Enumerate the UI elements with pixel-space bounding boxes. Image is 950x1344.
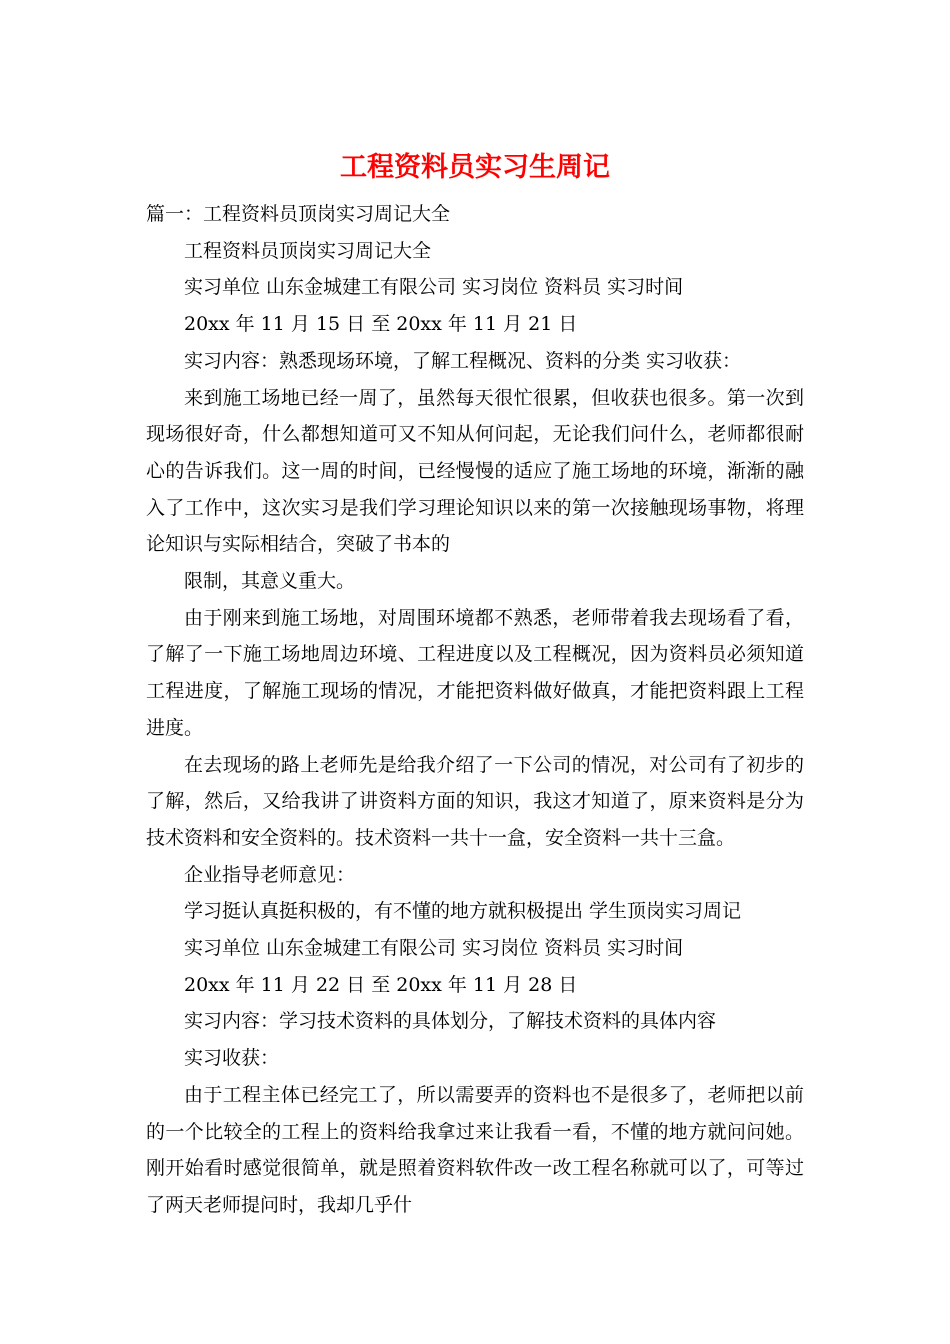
body-paragraph: 20xx 年 11 月 15 日 至 20xx 年 11 月 21 日 (184, 313, 578, 336)
document-body (146, 196, 804, 1224)
page-title: 工程资料员实习生周记 (340, 152, 610, 183)
body-paragraph: 实习单位 山东金城建工有限公司 实习岗位 资料员 实习时间 (184, 276, 684, 299)
body-paragraph: 实习内容：熟悉现场环境，了解工程概况、资料的分类 实习收获： (184, 349, 742, 372)
body-paragraph: 工程资料员顶岗实习周记大全 (184, 239, 432, 262)
body-paragraph: 实习单位 山东金城建工有限公司 实习岗位 资料员 实习时间 (184, 937, 684, 960)
section-heading: 篇一：工程资料员顶岗实习周记大全 (146, 203, 451, 225)
body-paragraph: 来到施工场地已经一周了，虽然每天很忙很累，但收获也很多。第一次到现场很好奇，什么都想知道可又不知从何问起，无论我们问什么，老师都很耐心的告诉我们。这一周的时间，已经慢慢的适应了施工场地的环境，渐渐的融入了工作中，这次实习是我们学习理论知识以来的第一次接触现场事物，将理论知识与实际相结合，突破了书本的 (146, 386, 804, 556)
body-paragraph: 企业指导老师意见： (184, 863, 356, 886)
body-paragraph: 实习内容：学习技术资料的具体划分，了解技术资料的具体内容 (184, 1010, 717, 1033)
body-paragraph: 在去现场的路上老师先是给我介绍了一下公司的情况，对公司有了初步的了解，然后，又给我讲了讲资料方面的知识，我这才知道了，原来资料是分为技术资料和安全资料的。技术资料一共十一盒，安全资料一共十三盒。 (146, 753, 804, 849)
body-paragraph: 20xx 年 11 月 22 日 至 20xx 年 11 月 28 日 (184, 973, 578, 996)
body-paragraph: 实习收获： (184, 1047, 280, 1070)
body-paragraph: 由于工程主体已经完工了，所以需要弄的资料也不是很多了，老师把以前的一个比较全的工程上的资料给我拿过来让我看一看，不懂的地方就问问她。刚开始看时感觉很简单，就是照着资料软件改一改工程名称就可以了，可等过了两天老师提问时，我却几乎什 (146, 1083, 804, 1216)
body-paragraph: 限制，其意义重大。 (184, 570, 356, 593)
body-paragraph: 由于刚来到施工场地，对周围环境都不熟悉，老师带着我去现场看了看，了解了一下施工场地周边环境、工程进度以及工程概况，因为资料员必须知道工程进度，了解施工现场的情况，才能把资料做好做真，才能把资料跟上工程进度。 (146, 606, 804, 739)
body-paragraph: 学习挺认真挺积极的，有不懂的地方就积极提出 学生顶岗实习周记 (184, 900, 742, 923)
